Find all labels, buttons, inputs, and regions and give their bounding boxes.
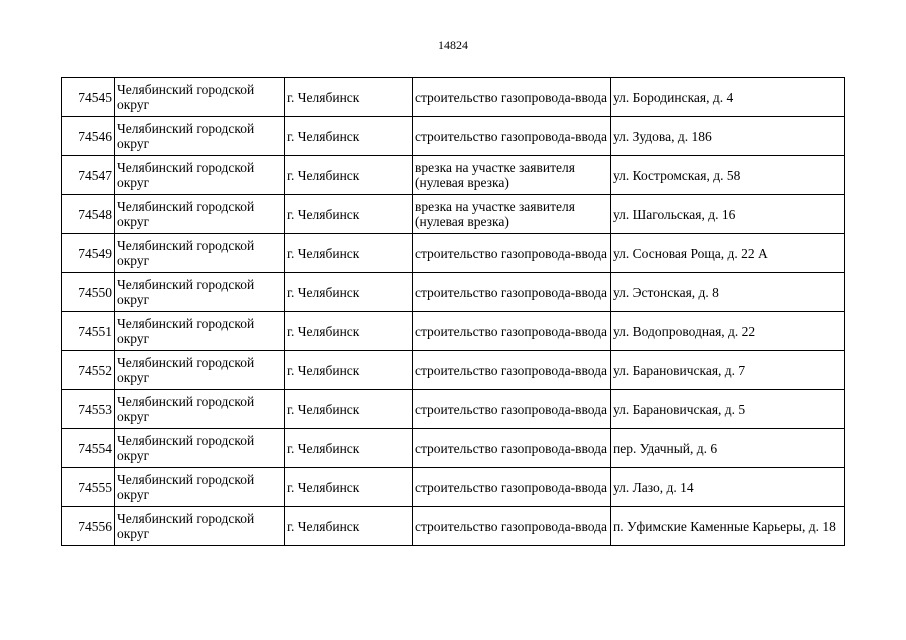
- district-cell: Челябинский городской округ: [115, 195, 285, 234]
- work-type-cell: строительство газопровода-ввода: [413, 390, 611, 429]
- district-cell: Челябинский городской округ: [115, 429, 285, 468]
- address-cell: ул. Шагольская, д. 16: [611, 195, 845, 234]
- table-row: [62, 156, 845, 195]
- row-number-cell: 74550: [62, 273, 115, 312]
- work-type-cell: строительство газопровода-ввода: [413, 429, 611, 468]
- district-cell: Челябинский городской округ: [115, 390, 285, 429]
- address-cell: ул. Лазо, д. 14: [611, 468, 845, 507]
- district-cell: Челябинский городской округ: [115, 273, 285, 312]
- row-number-cell: 74555: [62, 468, 115, 507]
- address-cell: ул. Бородинская, д. 4: [611, 78, 845, 117]
- work-type-cell: строительство газопровода-ввода: [413, 234, 611, 273]
- row-number-cell: 74548: [62, 195, 115, 234]
- work-type-cell: строительство газопровода-ввода: [413, 117, 611, 156]
- work-type-cell: строительство газопровода-ввода: [413, 312, 611, 351]
- district-cell: Челябинский городской округ: [115, 78, 285, 117]
- table-row: [62, 351, 845, 390]
- table-row: [62, 468, 845, 507]
- district-cell: Челябинский городской округ: [115, 507, 285, 546]
- district-cell: Челябинский городской округ: [115, 234, 285, 273]
- city-cell: г. Челябинск: [285, 156, 413, 195]
- address-cell: пер. Удачный, д. 6: [611, 429, 845, 468]
- table-row: [62, 273, 845, 312]
- row-number-cell: 74554: [62, 429, 115, 468]
- district-cell: Челябинский городской округ: [115, 312, 285, 351]
- table-row: [62, 195, 845, 234]
- row-number-cell: 74547: [62, 156, 115, 195]
- page-number: 14824: [438, 38, 468, 52]
- row-number-cell: 74545: [62, 78, 115, 117]
- city-cell: г. Челябинск: [285, 195, 413, 234]
- registry-table: [61, 77, 845, 546]
- table-row: [62, 429, 845, 468]
- table-row: [62, 312, 845, 351]
- row-number-cell: 74553: [62, 390, 115, 429]
- work-type-cell: строительство газопровода-ввода: [413, 273, 611, 312]
- row-number-cell: 74549: [62, 234, 115, 273]
- row-number-cell: 74552: [62, 351, 115, 390]
- district-cell: Челябинский городской округ: [115, 351, 285, 390]
- row-number-cell: 74546: [62, 117, 115, 156]
- district-cell: Челябинский городской округ: [115, 468, 285, 507]
- city-cell: г. Челябинск: [285, 468, 413, 507]
- work-type-cell: врезка на участке заявителя (нулевая врезка): [413, 195, 611, 234]
- city-cell: г. Челябинск: [285, 117, 413, 156]
- work-type-cell: строительство газопровода-ввода: [413, 78, 611, 117]
- city-cell: г. Челябинск: [285, 351, 413, 390]
- city-cell: г. Челябинск: [285, 390, 413, 429]
- row-number-cell: 74556: [62, 507, 115, 546]
- city-cell: г. Челябинск: [285, 234, 413, 273]
- address-cell: ул. Эстонская, д. 8: [611, 273, 845, 312]
- address-cell: ул. Сосновая Роща, д. 22 А: [611, 234, 845, 273]
- work-type-cell: врезка на участке заявителя (нулевая врезка): [413, 156, 611, 195]
- table-row: [62, 78, 845, 117]
- address-cell: ул. Водопроводная, д. 22: [611, 312, 845, 351]
- address-cell: ул. Зудова, д. 186: [611, 117, 845, 156]
- work-type-cell: строительство газопровода-ввода: [413, 351, 611, 390]
- city-cell: г. Челябинск: [285, 78, 413, 117]
- district-cell: Челябинский городской округ: [115, 156, 285, 195]
- table-row: [62, 234, 845, 273]
- address-cell: п. Уфимские Каменные Карьеры, д. 18: [611, 507, 845, 546]
- table-row: [62, 117, 845, 156]
- city-cell: г. Челябинск: [285, 429, 413, 468]
- address-cell: ул. Костромская, д. 58: [611, 156, 845, 195]
- work-type-cell: строительство газопровода-ввода: [413, 507, 611, 546]
- registry-table-body: [62, 78, 845, 546]
- city-cell: г. Челябинск: [285, 507, 413, 546]
- table-row: [62, 507, 845, 546]
- district-cell: Челябинский городской округ: [115, 117, 285, 156]
- row-number-cell: 74551: [62, 312, 115, 351]
- city-cell: г. Челябинск: [285, 273, 413, 312]
- table-row: [62, 390, 845, 429]
- work-type-cell: строительство газопровода-ввода: [413, 468, 611, 507]
- address-cell: ул. Барановичская, д. 5: [611, 390, 845, 429]
- address-cell: ул. Барановичская, д. 7: [611, 351, 845, 390]
- city-cell: г. Челябинск: [285, 312, 413, 351]
